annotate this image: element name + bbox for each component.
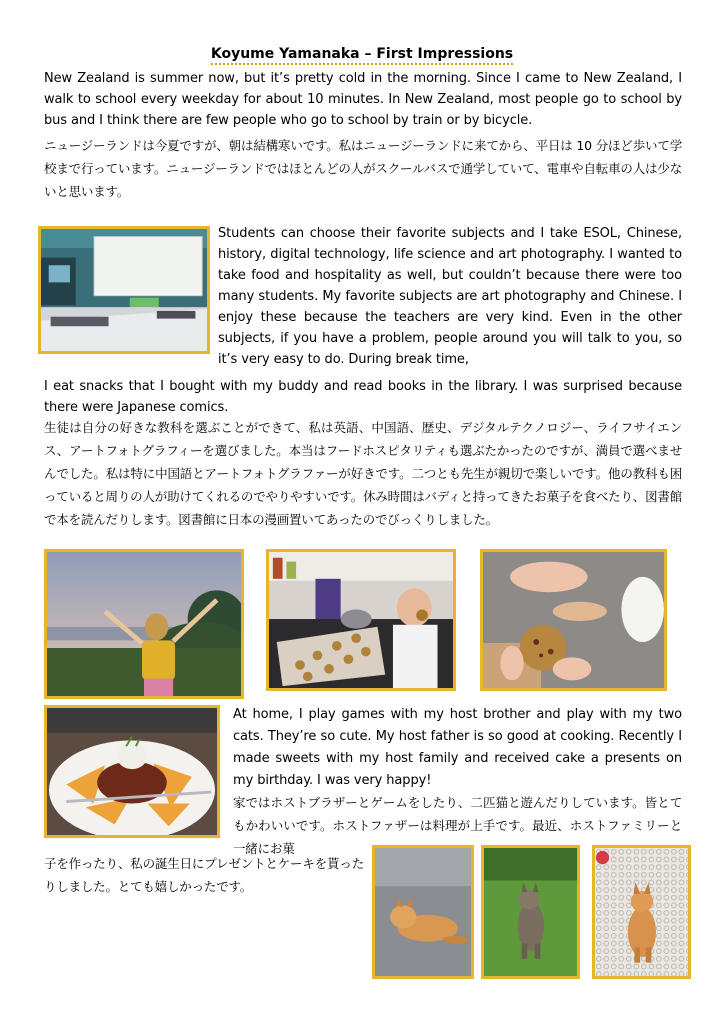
page-title-text: Koyume Yamanaka – First Impressions	[211, 46, 513, 65]
nachos-photo	[44, 705, 220, 838]
para1-japanese: ニュージーランドは今夏ですが、朝は結構寒いです。私はニュージーランドに来てから、平日は 10 分ほど歩いて学校まで行っています。ニュージーランドではほとんどの人がスクールバスで通学していて、電車や自転車の人は少ないと思います。	[44, 138, 682, 199]
para2-japanese: 生徒は自分の好きな教科を選ぶことができて、私は英語、中国語、歴史、デジタルテクノロジー、ライフサイエンス、アートフォトグラフィーを選びました。本当はフードホスピタリティも選ぶたかったのですが、満員で選べませんでした。私は特に中国語とアートフォトグラファーが好きです。二つとも先生が親切で楽しいです。他の教科も困っていると周りの人が助けてくれるのでやりやすいです。休み時間はバディと持ってきたお菓子を食べたり、図書館で本を読んだりします。図書館に日本の漫画置いてあったのでびっくりしました。	[44, 420, 682, 527]
cat-lying-photo	[372, 845, 474, 979]
cat-on-lace-photo	[592, 845, 691, 979]
cookie-making-photo	[266, 549, 456, 691]
para2-english-beside-photo: Students can choose their favorite subjects and I take ESOL, Chinese, history, digital technology, life science and art photography. I wanted to take food and hospitality as well, but couldn’t because there were too many students. My favorite subjects are art photography and Chinese. I enjoy these because the teachers are very kind. Even in the other subjects, if you have a problem, people around you will talk to you, so it’s very easy to do. During break time,	[218, 226, 682, 367]
boy-outdoors-photo	[44, 549, 244, 699]
para3-japanese-beside-photo: 家ではホストブラザーとゲームをしたり、二匹猫と遊んだりしています。皆とてもかわいいです。ホストファザーは料理が上手です。最近、ホストファミリーと一緒にお菓	[233, 795, 682, 856]
cat-on-grass-photo	[481, 845, 580, 979]
classroom-photo	[38, 226, 210, 354]
para3-english: At home, I play games with my host brother and play with my two cats. They’re so cute. My host father is so good at cooking. Recently I made sweets with my host family and received cake a presents on my birthday. I was very happy!	[233, 707, 682, 788]
para2-english-continued: I eat snacks that I bought with my buddy and read books in the library. I was surprised because there were Japanese comics.	[44, 379, 682, 415]
cookies-in-hands-photo	[480, 549, 667, 691]
page-title	[0, 44, 724, 64]
para3-japanese-continued: 子を作ったり、私の誕生日にプレゼントとケーキを貰ったりしました。とても嬉しかったです。	[44, 856, 364, 894]
para1-english: New Zealand is summer now, but it’s pretty cold in the morning. Since I came to New Zealand, I walk to school every weekday for about 10 minutes. In New Zealand, most people go to school by bus and I think there are few people who go to school by train or by bicycle.	[44, 71, 682, 128]
